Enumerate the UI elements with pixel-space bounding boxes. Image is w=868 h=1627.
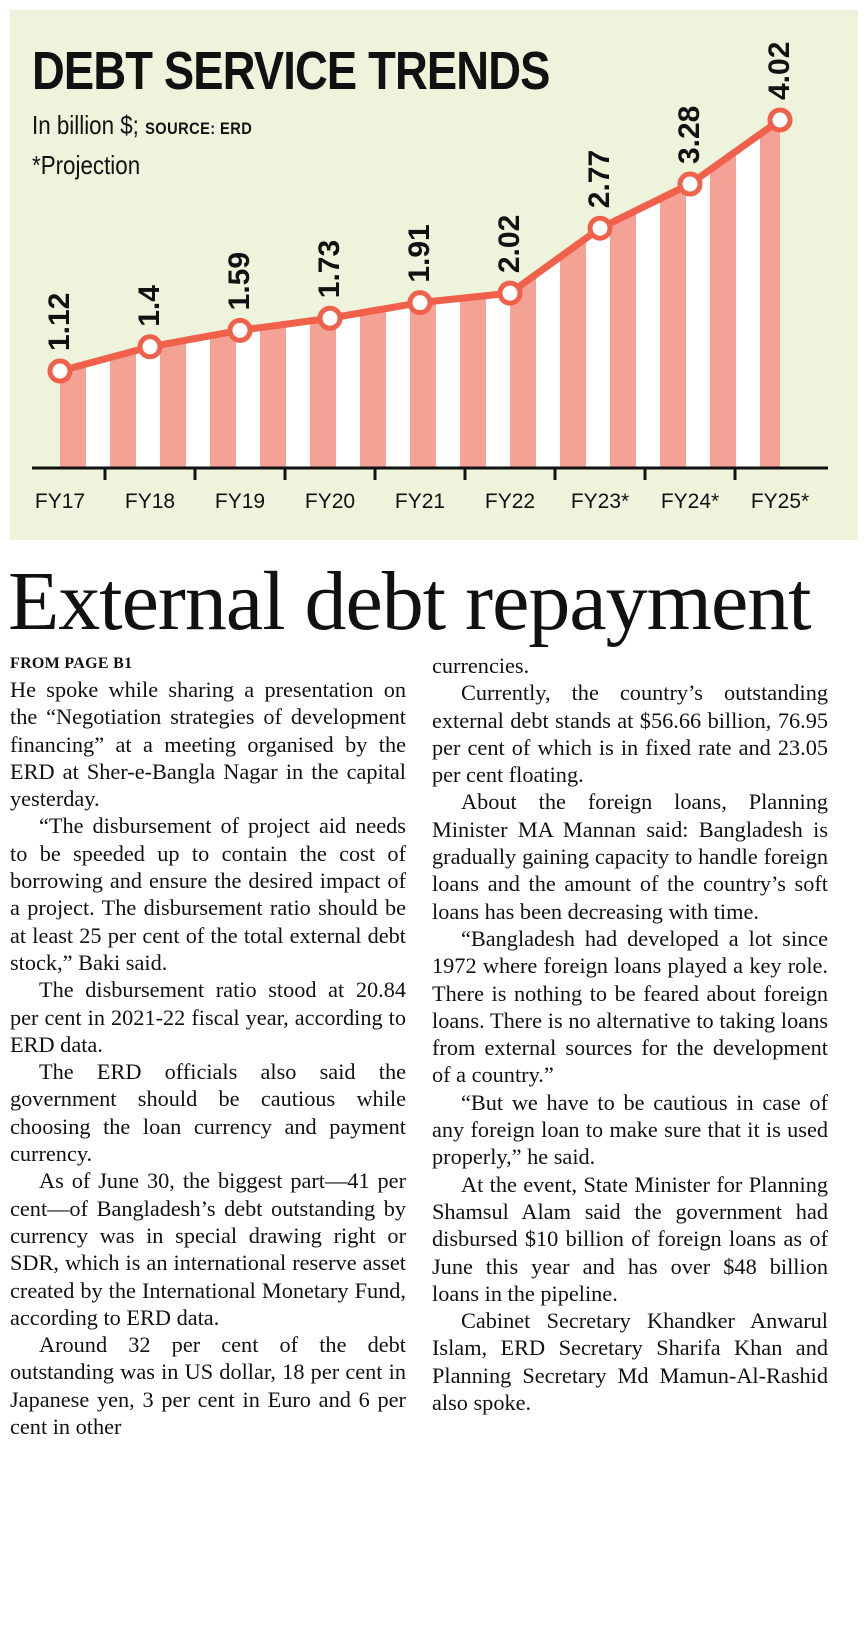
- x-tick-label: FY19: [214, 490, 266, 513]
- x-tick-label: FY22: [484, 490, 536, 513]
- chart-subtitle: [32, 110, 252, 141]
- stripe-bar: [760, 120, 780, 468]
- data-point: [50, 361, 70, 381]
- article-paragraph: “The disbursement of project aid needs to be speeded up to contain the cost of borrowing and ensure the desired impact of a project. The disbursement ratio should be at least 25 per cent of the total external debt stock,” Baki said.: [10, 813, 406, 975]
- stripe-bar: [610, 211, 636, 468]
- value-label: 3.28: [673, 105, 706, 165]
- value-label: 2.77: [583, 149, 616, 209]
- chart-title: DEBT SERVICE TRENDS: [32, 41, 550, 101]
- chart-note: *Projection: [32, 150, 141, 180]
- article-paragraph: At the event, State Minister for Planning Shamsul Alam said the government had disbursed $10 billion of foreign loans as of June this year and has over $48 billion loans in the pipeline.: [432, 1171, 828, 1306]
- x-tick-label: FY24*: [660, 490, 720, 513]
- data-point: [410, 293, 430, 313]
- x-tick-label: FY18: [124, 490, 176, 513]
- stripe-bar: [460, 296, 486, 468]
- article-column-left: [10, 652, 406, 1440]
- x-tick-label: FY21: [394, 490, 446, 513]
- data-point: [590, 218, 610, 238]
- article-kicker: FROM PAGE B1: [10, 655, 133, 672]
- value-label: 2.02: [493, 214, 526, 274]
- x-tick-label: FY20: [304, 490, 356, 513]
- article-paragraph: Around 32 per cent of the debt outstanding was in US dollar, 18 per cent in Japanese yen, 3 per cent in Euro and 6 per cent in other: [10, 1332, 406, 1440]
- data-point: [770, 110, 790, 130]
- stripe-bar: [110, 351, 136, 468]
- stripe-bar: [260, 324, 286, 468]
- data-point: [680, 174, 700, 194]
- chart-unit-label: In billion $;: [32, 110, 139, 140]
- x-tick-label: FY17: [34, 490, 86, 513]
- value-label: 4.02: [763, 41, 796, 100]
- stripe-bar: [310, 317, 336, 468]
- value-label: 1.4: [133, 285, 166, 327]
- stripe-bar: [560, 238, 586, 468]
- value-label: 1.73: [313, 239, 346, 299]
- article-paragraph: The ERD officials also said the government should be cautious while choosing the loan currency and payment currency.: [10, 1059, 406, 1167]
- value-label: 1.59: [223, 251, 256, 311]
- data-point: [230, 320, 250, 340]
- article-paragraph: “But we have to be cautious in case of any foreign loan to make sure that it is used properly,” he said.: [432, 1089, 828, 1170]
- stripe-bar: [210, 331, 236, 468]
- article-paragraph: The disbursement ratio stood at 20.84 per cent in 2021-22 fiscal year, according to ERD data.: [10, 977, 406, 1057]
- article-paragraph: About the foreign loans, Planning Minister MA Mannan said: Bangladesh is gradually gaining capacity to handle foreign loans and the amount of the country’s soft loans has been decreasing with time.: [432, 789, 828, 924]
- article-column-right: [432, 652, 828, 1416]
- article-paragraph: “Bangladesh had developed a lot since 1972 where foreign loans played a key role. There is nothing to be feared about foreign loans. There is no alternative to taking loans from external sources for the development of a country.”: [432, 925, 828, 1088]
- stripe-bar: [410, 301, 436, 468]
- stripe-bar: [160, 340, 186, 468]
- article-paragraph: Cabinet Secretary Khandker Anwarul Islam, ERD Secretary Sharifa Khan and Planning Secretary Md Mamun-Al-Rashid also spoke.: [432, 1308, 828, 1416]
- chart-source: SOURCE: ERD: [145, 119, 253, 138]
- article-paragraph: currencies.: [432, 653, 530, 678]
- stripe-bar: [710, 151, 736, 468]
- data-point: [500, 283, 520, 303]
- stripe-bar: [360, 309, 386, 468]
- article-headline: External debt repayment: [8, 555, 811, 648]
- article-paragraph: As of June 30, the biggest part—41 per cent—of Bangladesh’s debt outstanding by currency was in special drawing right or SDR, which is an international reserve asset created by the International Monetary Fund, according to ERD data.: [10, 1168, 406, 1330]
- value-label: 1.12: [43, 292, 76, 352]
- article-paragraph: He spoke while sharing a presentation on the “Negotiation strategies of development financing” at a meeting organised by the ERD at Sher-e-Bangla Nagar in the capital yesterday.: [10, 677, 406, 812]
- stripe-bar: [660, 186, 686, 468]
- article-paragraph: Currently, the country’s outstanding external debt stands at $56.66 billion, 76.95 per cent of which is in fixed rate and 23.05 per cent floating.: [432, 680, 828, 788]
- x-tick-label: FY25*: [750, 490, 810, 513]
- chart-panel: [10, 10, 858, 540]
- data-point: [140, 337, 160, 357]
- data-point: [320, 308, 340, 328]
- x-tick-label: FY23*: [570, 490, 630, 513]
- value-label: 1.91: [403, 224, 436, 283]
